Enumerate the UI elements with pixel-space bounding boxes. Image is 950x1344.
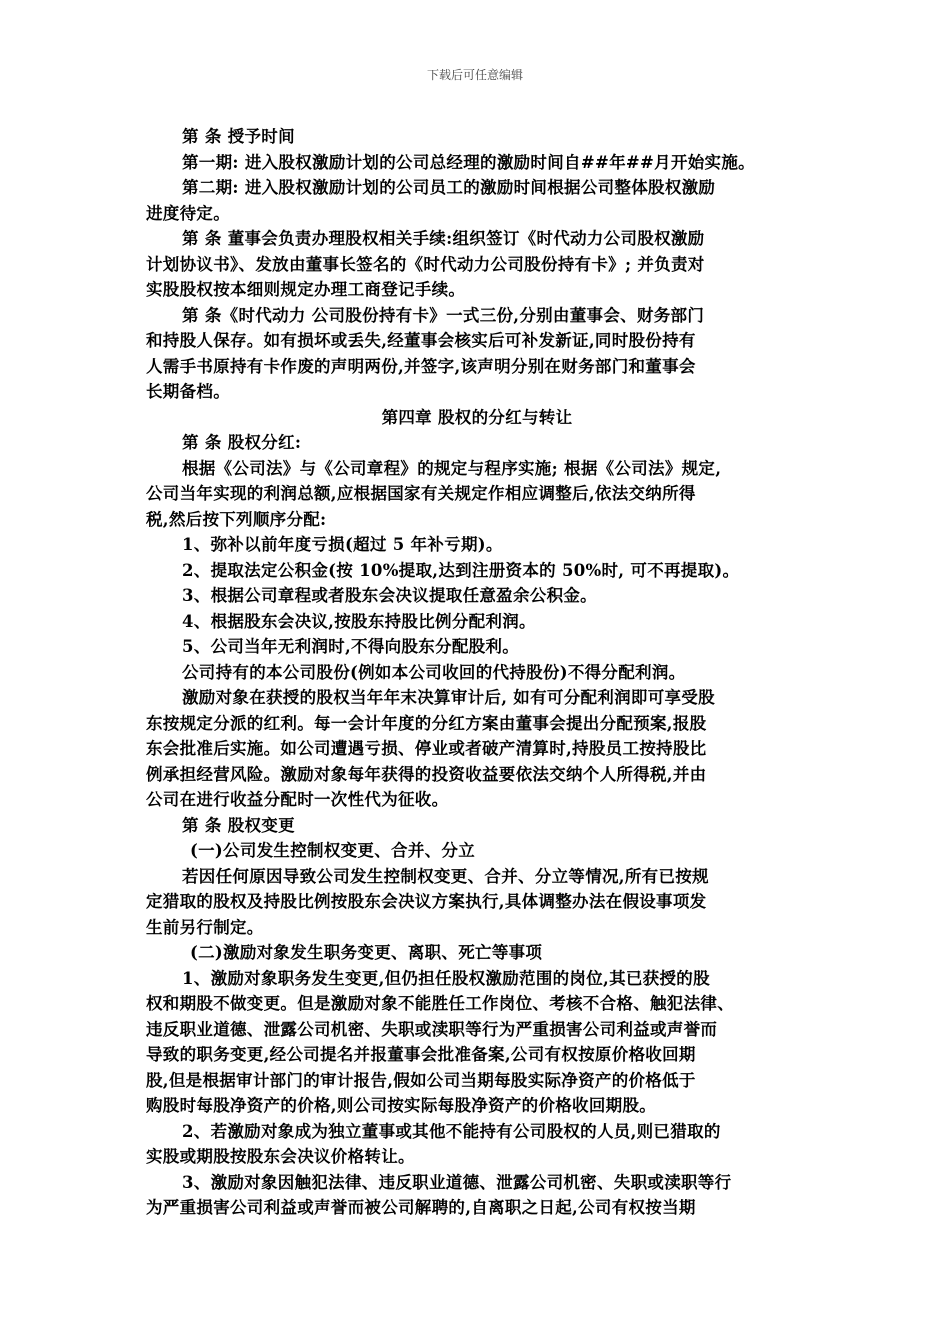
text-line: 股,但是根据审计部门的审计报告,假如公司当期每股实际净资产的价格低于 bbox=[146, 1070, 696, 1090]
chapter-heading: 第四章 股权的分红与转让 bbox=[381, 407, 573, 427]
text-line: (二)激励对象发生职务变更、离职、死亡等事项 bbox=[190, 943, 543, 962]
text-line: 第 条 授予时间 bbox=[182, 127, 295, 146]
text-line: 2、若激励对象成为独立董事或其他不能持有公司股权的人员,则已猎取的 bbox=[182, 1121, 721, 1141]
text-line: 公司在进行收益分配时一次性代为征收。 bbox=[146, 790, 449, 809]
text-line: 第 条《时代动力 公司股份持有卡》一式三份,分别由董事会、财务部门 bbox=[182, 305, 705, 325]
text-line: 购股时每股净资产的价格,则公司按实际每股净资产的价格收回期股。 bbox=[146, 1096, 657, 1115]
text-line: 若因任何原因导致公司发生控制权变更、合并、分立等情况,所有已按规 bbox=[182, 866, 709, 886]
text-line: 根据《公司法》与《公司章程》的规定与程序实施; 根据《公司法》规定, bbox=[182, 458, 722, 478]
text-line: 生前另行制定。 bbox=[146, 917, 264, 937]
text-line: 第二期: 进入股权激励计划的公司员工的激励时间根据公司整体股权激励 bbox=[182, 178, 716, 197]
text-line: 5、公司当年无利润时,不得向股东分配股利。 bbox=[182, 637, 520, 656]
text-line: 实股或期股按股东会决议价格转让。 bbox=[146, 1147, 415, 1166]
text-line: 导致的职务变更,经公司提名并报董事会批准备案,公司有权按原价格收回期 bbox=[146, 1045, 696, 1064]
text-line: 东按规定分派的红利。每一会计年度的分红方案由董事会提出分配预案,报股 bbox=[146, 713, 707, 733]
page-header: 下载后可任意编辑 bbox=[426, 68, 523, 82]
text-line: 权和期股不做变更。但是激励对象不能胜任工作岗位、考核不合格、触犯法律、 bbox=[146, 994, 734, 1013]
text-line: 第 条 股权变更 bbox=[182, 815, 295, 835]
text-line: 人需手书原持有卡作废的声明两份,并签字,该声明分别在财务部门和董事会 bbox=[146, 356, 696, 376]
text-line: 为严重损害公司利益或声誉而被公司解聘的,自离职之日起,公司有权按当期 bbox=[146, 1198, 696, 1217]
document-body bbox=[146, 124, 808, 1221]
text-line: 实股股权按本细则规定办理工商登记手续。 bbox=[146, 280, 466, 299]
text-line: 违反职业道德、泄露公司机密、失职或渎职等行为严重损害公司利益或声誉而 bbox=[146, 1019, 718, 1039]
text-line: 定猎取的股权及持股比例按股东会决议方案执行,具体调整办法在假设事项发 bbox=[146, 892, 707, 911]
text-line: 例承担经营风险。激励对象每年获得的投资收益要依法交纳个人所得税,并由 bbox=[146, 764, 707, 784]
text-line: 长期备档。 bbox=[146, 382, 230, 401]
text-line: 和持股人保存。如有损坏或丢失,经董事会核实后可补发新证,同时股份持有 bbox=[146, 331, 696, 350]
text-line: 东会批准后实施。如公司遭遇亏损、停业或者破产清算时,持股员工按持股比 bbox=[146, 739, 707, 758]
text-line: 第 条 股权分红: bbox=[182, 433, 302, 452]
text-line: 3、根据公司章程或者股东会决议提取任意盈余公积金。 bbox=[182, 586, 597, 605]
text-line: 第一期: 进入股权激励计划的公司总经理的激励时间自##年##月开始实施。 bbox=[182, 152, 755, 172]
text-line: 2、提取法定公积金(按 10%提取,达到注册资本的 50%时, 可不再提取)。 bbox=[182, 560, 740, 580]
text-line: (一)公司发生控制权变更、合并、分立 bbox=[190, 841, 476, 860]
text-line: 计划协议书》、发放由董事长签名的《时代动力公司股份持有卡》; 并负责对 bbox=[146, 254, 705, 274]
text-line: 进度待定。 bbox=[146, 203, 230, 223]
text-line: 3、激励对象因触犯法律、违反职业道德、泄露公司机密、失职或渎职等行 bbox=[182, 1172, 732, 1192]
text-line: 1、激励对象职务发生变更,但仍担任股权激励范围的岗位,其已获授的股 bbox=[182, 968, 710, 988]
text-line: 公司当年实现的利润总额,应根据国家有关规定作相应调整后,依法交纳所得 bbox=[146, 484, 696, 503]
text-line: 公司持有的本公司股份(例如本公司收回的代持股份)不得分配利润。 bbox=[182, 662, 686, 682]
text-line: 激励对象在获授的股权当年年末决算审计后, 如有可分配利润即可享受股 bbox=[182, 688, 715, 707]
text-line: 税,然后按下列顺序分配: bbox=[146, 509, 327, 529]
text-line: 1、弥补以前年度亏损(超过 5 年补亏期)。 bbox=[182, 535, 503, 554]
text-line: 第 条 董事会负责办理股权相关手续:组织签订《时代动力公司股权激励 bbox=[182, 229, 705, 248]
text-line: 4、根据股东会决议,按股东持股比例分配利润。 bbox=[182, 611, 536, 631]
